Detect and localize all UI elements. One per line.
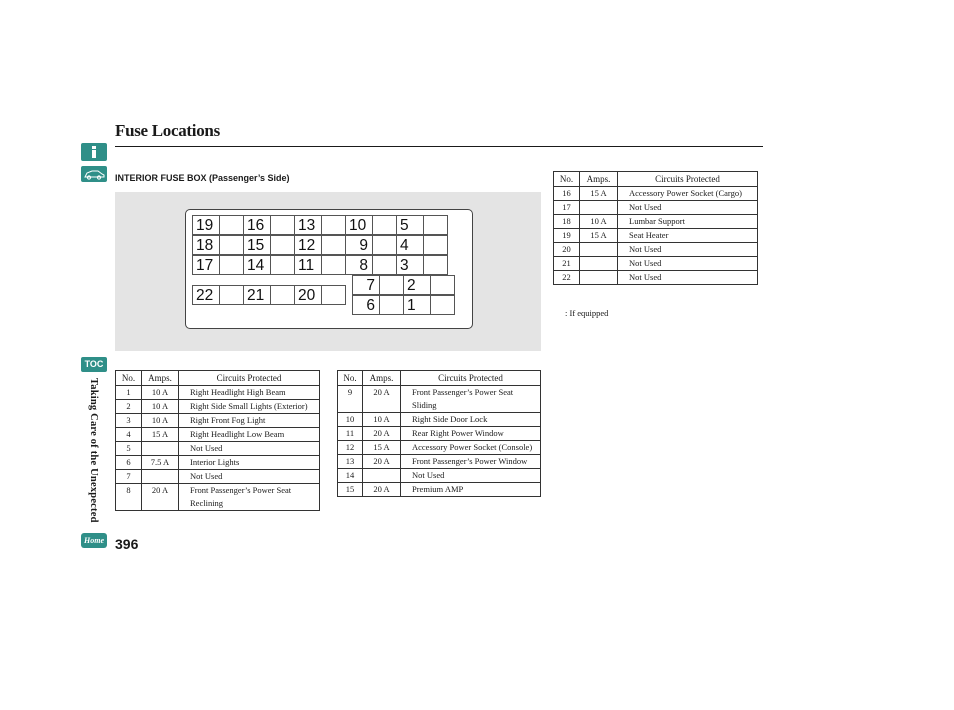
fuse-number-cell: 1	[116, 386, 142, 400]
fuse-label: 17	[192, 255, 220, 275]
column-header-circuits: Circuits Protected	[401, 371, 541, 386]
column-header-amps: Amps.	[580, 172, 618, 187]
fuse-number-cell: 9	[338, 386, 363, 413]
fuse-label: 11	[294, 255, 322, 275]
fuse-slot	[321, 215, 346, 235]
circuit-cell: Front Passenger’s Power Window	[401, 455, 541, 469]
fuse-number-cell: 3	[116, 414, 142, 428]
table-row	[116, 442, 320, 456]
circuit-cell: Right Headlight High Beam	[179, 386, 320, 400]
table-row	[338, 413, 541, 427]
amps-cell	[142, 442, 179, 456]
table-row	[338, 455, 541, 469]
title-divider	[115, 146, 763, 147]
circuit-cell: Right Side Small Lights (Exterior)	[179, 400, 320, 414]
amps-cell: 10 A	[142, 386, 179, 400]
circuit-cell: Not Used	[179, 442, 320, 456]
column-header-amps: Amps.	[142, 371, 179, 386]
fuse-number-cell: 22	[554, 271, 580, 285]
amps-cell: 10 A	[580, 215, 618, 229]
circuit-cell: Right Side Door Lock	[401, 413, 541, 427]
fuse-slot	[219, 255, 244, 275]
table-row	[338, 386, 541, 413]
fuse-slot	[219, 215, 244, 235]
fuse-row	[192, 285, 345, 305]
toc-icon[interactable]: TOC	[81, 357, 107, 372]
fuse-number-cell: 8	[116, 484, 142, 511]
table-row	[338, 441, 541, 455]
amps-cell: 20 A	[363, 427, 401, 441]
fuse-row	[192, 255, 447, 275]
table-row	[116, 428, 320, 442]
fuse-label: 1	[403, 295, 431, 315]
fuse-number-cell: 5	[116, 442, 142, 456]
column-header-no: No.	[554, 172, 580, 187]
fuse-number-cell: 11	[338, 427, 363, 441]
circuit-cell: Interior Lights	[179, 456, 320, 470]
fuse-label: 21	[243, 285, 271, 305]
fuse-slot	[321, 285, 346, 305]
table-row	[338, 427, 541, 441]
circuit-cell: Not Used	[401, 469, 541, 483]
column-header-circuits: Circuits Protected	[618, 172, 758, 187]
amps-cell: 20 A	[142, 484, 179, 511]
fuse-slot	[270, 285, 295, 305]
fuse-slot	[423, 215, 448, 235]
fuse-slot	[270, 215, 295, 235]
fuse-number-cell: 2	[116, 400, 142, 414]
fuse-table-left	[115, 370, 320, 511]
column-header-no: No.	[338, 371, 363, 386]
fuse-label: 19	[192, 215, 220, 235]
fuse-row	[352, 295, 454, 315]
fuse-number-cell: 4	[116, 428, 142, 442]
fuse-label: 12	[294, 235, 322, 255]
circuit-cell: Lumbar Support	[618, 215, 758, 229]
fuse-number-cell: 19	[554, 229, 580, 243]
fuse-number-cell: 15	[338, 483, 363, 497]
circuit-cell: Accessory Power Socket (Console)	[401, 441, 541, 455]
fuse-table-right	[553, 171, 758, 285]
fuse-number-cell: 6	[116, 456, 142, 470]
amps-cell: 20 A	[363, 455, 401, 469]
fuse-row	[192, 215, 447, 235]
fuse-slot	[430, 275, 455, 295]
amps-cell: 7.5 A	[142, 456, 179, 470]
table-row	[338, 483, 541, 497]
fuse-row	[192, 235, 447, 255]
fuse-slot	[321, 235, 346, 255]
home-icon[interactable]: Home	[81, 533, 107, 548]
fuse-number-cell: 20	[554, 243, 580, 257]
table-row	[116, 484, 320, 511]
circuit-cell: Rear Right Power Window	[401, 427, 541, 441]
fuse-label: 15	[243, 235, 271, 255]
fuse-slot	[270, 255, 295, 275]
fuse-box-outline	[185, 209, 473, 329]
fuse-number-cell: 12	[338, 441, 363, 455]
circuit-cell: Accessory Power Socket (Cargo)	[618, 187, 758, 201]
fuse-label: 5	[396, 215, 424, 235]
fuse-label: 13	[294, 215, 322, 235]
table-row	[554, 201, 758, 215]
section-heading: INTERIOR FUSE BOX (Passenger’s Side)	[115, 173, 290, 183]
amps-cell: 15 A	[580, 187, 618, 201]
column-header-amps: Amps.	[363, 371, 401, 386]
fuse-label: 4	[396, 235, 424, 255]
amps-cell	[580, 243, 618, 257]
fuse-slot	[379, 295, 404, 315]
circuit-cell: Premium AMP	[401, 483, 541, 497]
table-row	[116, 470, 320, 484]
amps-cell: 20 A	[363, 386, 401, 413]
fuse-label: 9	[345, 235, 373, 255]
fuse-label: 8	[345, 255, 373, 275]
fuse-label: 7	[352, 275, 380, 295]
page-number: 396	[115, 536, 139, 552]
fuse-number-cell: 13	[338, 455, 363, 469]
circuit-cell: Right Headlight Low Beam	[179, 428, 320, 442]
car-icon[interactable]	[81, 166, 107, 182]
fuse-row	[352, 275, 454, 295]
fuse-label: 14	[243, 255, 271, 275]
table-row	[116, 414, 320, 428]
fuse-label: 6	[352, 295, 380, 315]
fuse-number-cell: 16	[554, 187, 580, 201]
fuse-number-cell: 14	[338, 469, 363, 483]
fuse-number-cell: 21	[554, 257, 580, 271]
circuit-cell: Seat Heater	[618, 229, 758, 243]
amps-cell: 10 A	[363, 413, 401, 427]
fuse-number-cell: 18	[554, 215, 580, 229]
circuit-cell: Not Used	[618, 257, 758, 271]
fuse-number-cell: 10	[338, 413, 363, 427]
chapter-side-label: Taking Care of the Unexpected	[88, 378, 99, 523]
amps-cell	[580, 271, 618, 285]
fuse-label: 16	[243, 215, 271, 235]
amps-cell: 15 A	[142, 428, 179, 442]
table-row	[554, 257, 758, 271]
fuse-slot	[430, 295, 455, 315]
table-row	[554, 271, 758, 285]
table-row	[116, 456, 320, 470]
fuse-label: 20	[294, 285, 322, 305]
fuse-label: 10	[345, 215, 373, 235]
fuse-number-cell: 7	[116, 470, 142, 484]
amps-cell	[363, 469, 401, 483]
info-icon[interactable]	[81, 143, 107, 161]
fuse-label: 18	[192, 235, 220, 255]
amps-cell	[580, 201, 618, 215]
page-title: Fuse Locations	[115, 121, 220, 140]
amps-cell	[580, 257, 618, 271]
circuit-cell: Not Used	[618, 271, 758, 285]
fuse-slot	[321, 255, 346, 275]
fuse-slot	[270, 235, 295, 255]
fuse-slot	[423, 255, 448, 275]
fuse-slot	[372, 235, 397, 255]
circuit-cell: Front Passenger’s Power Seat Reclining	[179, 484, 320, 511]
circuit-cell: Not Used	[618, 243, 758, 257]
amps-cell: 20 A	[363, 483, 401, 497]
footnote: : If equipped	[565, 308, 609, 318]
table-row	[116, 400, 320, 414]
fuse-slot	[219, 235, 244, 255]
amps-cell: 10 A	[142, 400, 179, 414]
table-row	[554, 243, 758, 257]
table-row	[554, 215, 758, 229]
table-row	[116, 386, 320, 400]
column-header-circuits: Circuits Protected	[179, 371, 320, 386]
fuse-label: 3	[396, 255, 424, 275]
fuse-label: 2	[403, 275, 431, 295]
table-row	[338, 469, 541, 483]
fuse-slot	[379, 275, 404, 295]
column-header-no: No.	[116, 371, 142, 386]
fuse-label: 22	[192, 285, 220, 305]
fuse-slot	[423, 235, 448, 255]
fuse-slot	[372, 215, 397, 235]
amps-cell	[142, 470, 179, 484]
table-row	[554, 229, 758, 243]
circuit-cell: Front Passenger’s Power Seat Sliding	[401, 386, 541, 413]
circuit-cell: Not Used	[618, 201, 758, 215]
amps-cell: 15 A	[363, 441, 401, 455]
fuse-slot	[372, 255, 397, 275]
amps-cell: 10 A	[142, 414, 179, 428]
table-row	[554, 187, 758, 201]
fuse-slot	[219, 285, 244, 305]
circuit-cell: Right Front Fog Light	[179, 414, 320, 428]
fuse-table-middle	[337, 370, 541, 497]
circuit-cell: Not Used	[179, 470, 320, 484]
amps-cell: 15 A	[580, 229, 618, 243]
fuse-number-cell: 17	[554, 201, 580, 215]
